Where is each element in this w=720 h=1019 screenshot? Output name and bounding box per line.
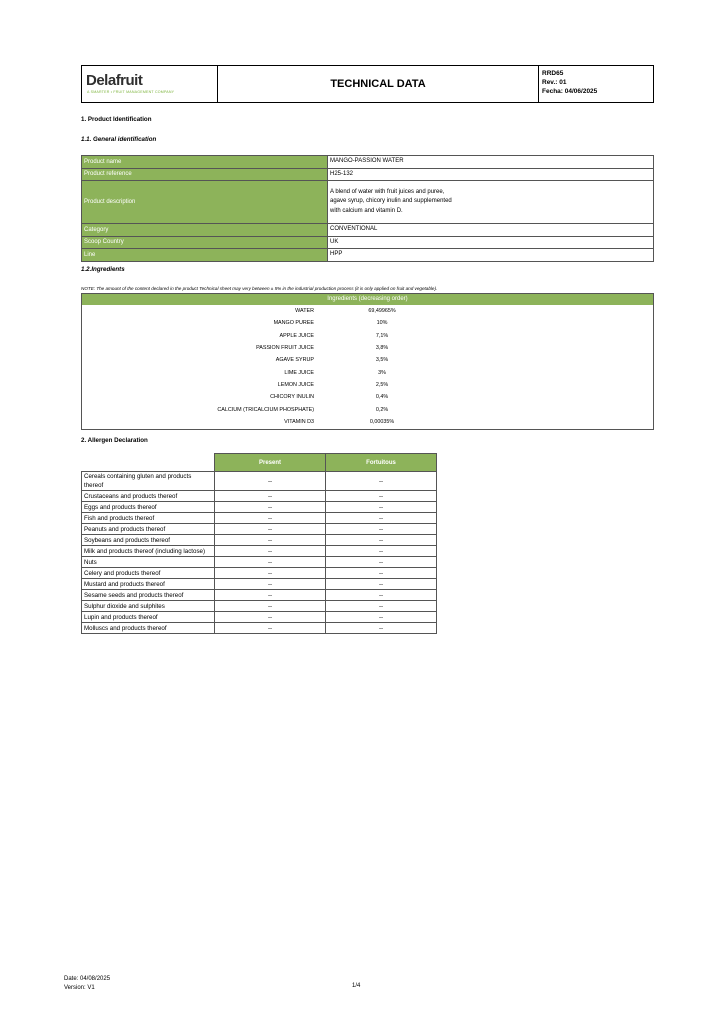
allergen-name: Mustard and products thereof [82, 579, 215, 590]
ingredient-percentage: 7,1% [375, 332, 389, 339]
allergen-present: -- [215, 623, 326, 634]
allergen-row [82, 568, 437, 579]
allergen-fortuitous: -- [326, 524, 437, 535]
allergen-name: Fish and products thereof [82, 513, 215, 524]
allergen-row [82, 601, 437, 612]
allergen-name: Nuts [82, 557, 215, 568]
document-revision: Rev.: 01 [542, 79, 567, 86]
field-label: Scoop Country [82, 236, 328, 249]
field-value: HPP [328, 249, 654, 262]
allergen-row [82, 524, 437, 535]
allergen-present: -- [215, 612, 326, 623]
allergen-fortuitous: -- [326, 502, 437, 513]
allergen-name: Lupin and products thereof [82, 612, 215, 623]
allergen-present: -- [215, 513, 326, 524]
allergen-name: Peanuts and products thereof [82, 524, 215, 535]
field-label: Product name [82, 156, 328, 169]
field-value: H25-132 [328, 168, 654, 181]
allergen-row [82, 546, 437, 557]
document-meta [539, 66, 653, 102]
allergen-name: Crustaceans and products thereof [82, 491, 215, 502]
ingredient-row [82, 416, 653, 428]
ingredient-row [82, 342, 653, 354]
ingredient-name: AGAVE SYRUP [275, 357, 314, 364]
allergen-row [82, 535, 437, 546]
field-label: Line [82, 249, 328, 262]
allergen-fortuitous: -- [326, 612, 437, 623]
allergen-present: -- [215, 590, 326, 601]
field-value: UK [328, 236, 654, 249]
allergen-row [82, 502, 437, 513]
allergen-header-blank [82, 454, 215, 472]
ingredients-note: NOTE: The amount of the content declared in the product Technical sheet may very between ± 5% in the industrial production process (it is only applied on fruit and vegetable). [81, 286, 438, 291]
ingredient-name: LEMON JUICE [277, 382, 314, 389]
allergen-present: -- [215, 546, 326, 557]
allergen-header-present: Present [215, 454, 326, 472]
ingredient-name: VITAMIN D3 [284, 419, 314, 426]
ingredient-name: WATER [295, 308, 314, 314]
allergen-row [82, 579, 437, 590]
ingredient-name: CHICORY INULIN [270, 394, 314, 401]
allergen-row [82, 472, 437, 491]
allergen-fortuitous: -- [326, 491, 437, 502]
allergen-fortuitous: -- [326, 557, 437, 568]
general-identification-row [82, 236, 654, 249]
allergen-fortuitous: -- [326, 623, 437, 634]
document-title: TECHNICAL DATA [218, 66, 539, 102]
ingredient-row [82, 317, 653, 329]
allergen-row [82, 557, 437, 568]
allergen-name: Milk and products thereof (including lactose) [82, 546, 215, 557]
ingredient-row [82, 404, 653, 416]
allergen-name: Molluscs and products thereof [82, 623, 215, 634]
logo-text: Delafruit [86, 72, 143, 89]
ingredient-name: APPLE JUICE [279, 332, 314, 339]
general-identification-row [82, 224, 654, 237]
allergen-fortuitous: -- [326, 535, 437, 546]
ingredient-name: LIME JUICE [284, 369, 314, 376]
ingredient-name: MANGO PUREE [273, 320, 314, 327]
ingredient-row [82, 354, 653, 366]
ingredient-row [82, 330, 653, 342]
field-label: Product description [82, 181, 328, 224]
ingredients-table [81, 293, 654, 430]
document-date: Fecha: 04/06/2025 [542, 88, 598, 95]
allergen-name: Eggs and products thereof [82, 502, 215, 513]
allergen-present: -- [215, 579, 326, 590]
allergen-present: -- [215, 601, 326, 612]
allergen-name: Sulphur dioxide and sulphites [82, 601, 215, 612]
section-allergen-declaration: 2. Allergen Declaration [81, 437, 148, 444]
field-value: CONVENTIONAL [328, 224, 654, 237]
ingredient-percentage: 2,5% [375, 382, 389, 389]
allergen-present: -- [215, 502, 326, 513]
ingredient-percentage: 3% [378, 369, 386, 376]
ingredient-row [82, 305, 653, 317]
allergen-row [82, 513, 437, 524]
ingredient-name: PASSION FRUIT JUICE [256, 345, 314, 352]
allergen-present: -- [215, 557, 326, 568]
allergen-row [82, 612, 437, 623]
allergen-name: Celery and products thereof [82, 568, 215, 579]
ingredient-row [82, 379, 653, 391]
footer-date: Date: 04/08/2025 [64, 976, 111, 982]
ingredient-percentage: 0,4% [375, 394, 389, 401]
subsection-general-identification: 1.1. General identification [81, 136, 157, 143]
section-product-identification: 1. Product Identification [81, 116, 152, 123]
allergen-fortuitous: -- [326, 546, 437, 557]
document-code: RRD65 [542, 70, 564, 77]
allergen-fortuitous: -- [326, 568, 437, 579]
logo-tagline: A SMARTER • FRUIT MANAGEMENT COMPANY [87, 90, 175, 94]
general-identification-row [82, 168, 654, 181]
allergen-row [82, 623, 437, 634]
allergen-table [81, 453, 437, 634]
page-footer [64, 975, 110, 993]
allergen-present: -- [215, 568, 326, 579]
allergen-present: -- [215, 472, 326, 491]
allergen-present: -- [215, 535, 326, 546]
ingredient-row [82, 391, 653, 403]
allergen-row [82, 491, 437, 502]
company-logo [82, 66, 218, 102]
ingredient-percentage: 3,5% [375, 357, 389, 364]
ingredient-percentage: 69,49965% [368, 308, 396, 314]
general-identification-row [82, 249, 654, 262]
ingredients-header: Ingredients (decreasing order) [82, 294, 653, 305]
ingredient-name: CALCIUM (TRICALCIUM PHOSPHATE) [217, 406, 314, 413]
ingredient-percentage: 0,2% [375, 406, 389, 413]
general-identification-row [82, 156, 654, 169]
field-value: A blend of water with fruit juices and puree, agave syrup, chicory inulin and supplemented with calcium and vitamin D. [328, 181, 654, 224]
ingredient-row [82, 367, 653, 379]
footer-version: Version: V1 [64, 985, 95, 991]
allergen-fortuitous: -- [326, 601, 437, 612]
page-number: 1/4 [352, 983, 361, 989]
allergen-name: Cereals containing gluten and products thereof [82, 472, 215, 491]
field-value: MANGO-PASSION WATER [328, 156, 654, 169]
field-label: Product reference [82, 168, 328, 181]
allergen-fortuitous: -- [326, 590, 437, 601]
subsection-ingredients: 1.2.Ingredients [81, 266, 125, 273]
general-identification-table [81, 155, 654, 262]
allergen-name: Sesame seeds and products thereof [82, 590, 215, 601]
allergen-fortuitous: -- [326, 513, 437, 524]
allergen-fortuitous: -- [326, 472, 437, 491]
general-identification-row [82, 181, 654, 224]
allergen-name: Soybeans and products thereof [82, 535, 215, 546]
allergen-row [82, 590, 437, 601]
allergen-present: -- [215, 524, 326, 535]
field-label: Category [82, 224, 328, 237]
ingredient-percentage: 0,00035% [369, 419, 395, 426]
allergen-fortuitous: -- [326, 579, 437, 590]
allergen-header-fortuitous: Fortuitous [326, 454, 437, 472]
ingredient-percentage: 3,8% [375, 345, 389, 352]
document-header [81, 65, 654, 103]
ingredient-percentage: 10% [376, 320, 388, 327]
allergen-present: -- [215, 491, 326, 502]
